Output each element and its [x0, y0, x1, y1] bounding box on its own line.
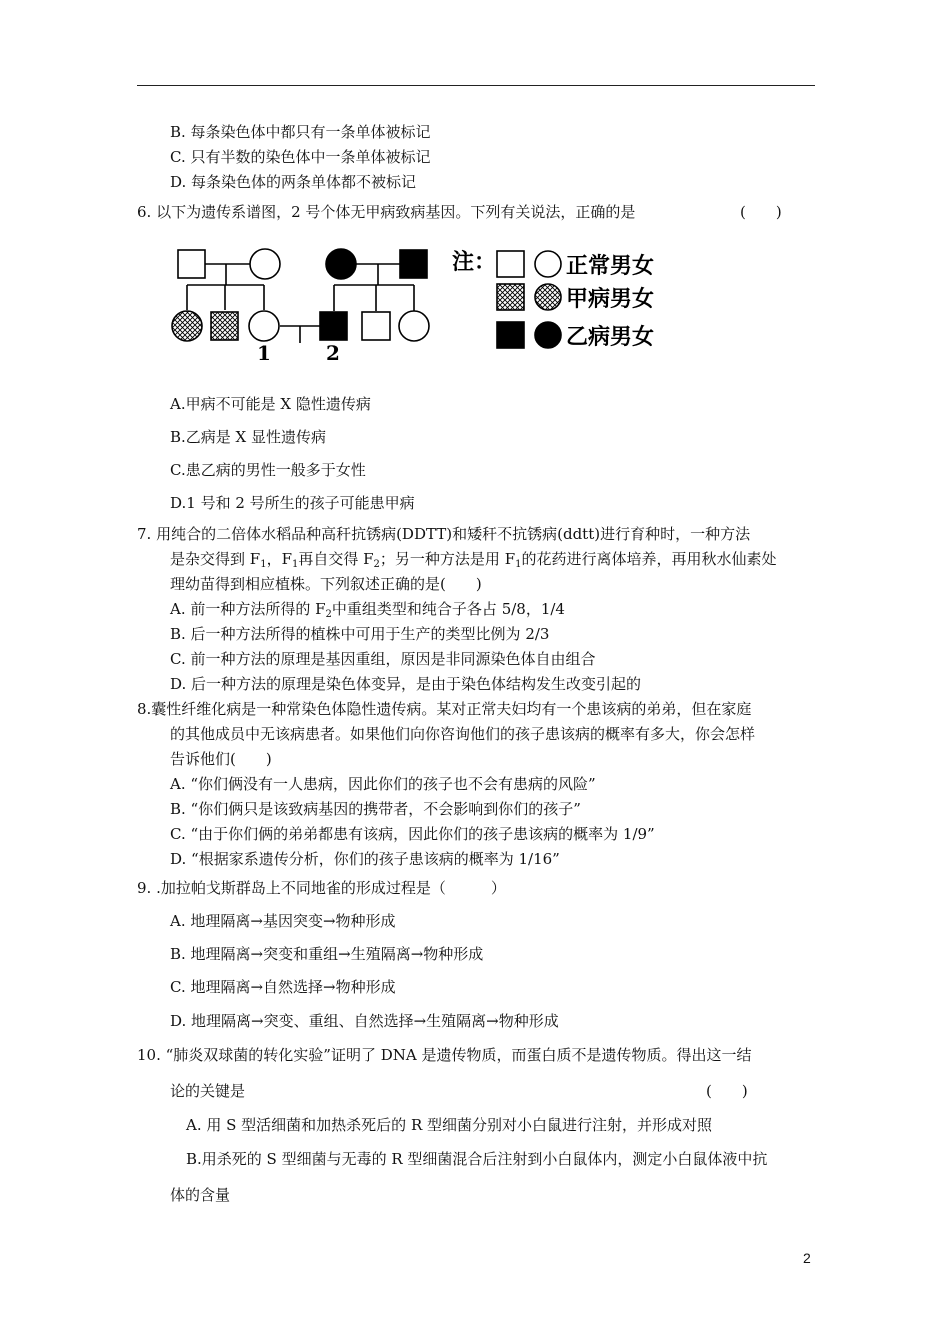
legend-yi-male-symbol [497, 322, 524, 348]
pedigree-normal-female [250, 249, 280, 279]
q10-option-b-line1: B.用杀死的 S 型细菌与无毒的 R 型细菌混合后注射到小白鼠体内，测定小白鼠体液中抗 [186, 1150, 768, 1168]
page-number: 2 [803, 1250, 811, 1266]
q7-stem-line1: 7. 用纯合的二倍体水稻品种高秆抗锈病(DDTT)和矮秆不抗锈病(ddtt)进行育种时，一种方法 [137, 525, 751, 543]
q9-option-a: A. 地理隔离→基因突变→物种形成 [170, 912, 396, 930]
pedigree-diagram [160, 235, 690, 365]
q8-option-b: B. “你们俩只是该致病基因的携带者，不会影响到你们的孩子” [170, 800, 581, 818]
q6-option-b: B.乙病是 X 显性遗传病 [170, 428, 327, 446]
q8-stem-line3: 告诉他们( ) [170, 750, 272, 768]
pedigree-normal-son [362, 312, 390, 340]
q5-option-c: C. 只有半数的染色体中一条单体被标记 [170, 148, 431, 166]
pedigree-yi-female [326, 249, 356, 279]
q5-option-d: D. 每条染色体的两条单体都不被标记 [170, 173, 417, 191]
q6-stem: 6. 以下为遗传系谱图，2 号个体无甲病致病基因。下列有关说法，正确的是 [137, 203, 636, 221]
q10-stem-line1: 10. “肺炎双球菌的转化实验”证明了 DNA 是遗传物质，而蛋白质不是遗传物质。得出这一结 [137, 1046, 752, 1064]
q9-option-d: D. 地理隔离→突变、重组、自然选择→生殖隔离→物种形成 [170, 1012, 559, 1030]
legend-title: 注： [452, 249, 497, 275]
q9-option-b: B. 地理隔离→突变和重组→生殖隔离→物种形成 [170, 945, 484, 963]
q8-option-a: A. “你们俩没有一人患病，因此你们的孩子也不会有患病的风险” [170, 775, 596, 793]
q9-stem: 9. .加拉帕戈斯群岛上不同地雀的形成过程是（ ） [137, 879, 506, 897]
q7-option-c: C. 前一种方法的原理是基因重组，原因是非同源染色体自由组合 [170, 650, 596, 668]
q7-stem-line2: 是杂交得到 $F_1$，$F_1$再自交得 $F_2$；另一种方法是用 $F_1$的花药进行离体培养，再用秋水仙素处 [170, 550, 777, 570]
pedigree-normal-daughter [399, 311, 429, 341]
q8-stem-line2: 的其他成员中无该病患者。如果他们向你咨询他们的孩子患该病的概率有多大，你会怎样 [170, 725, 756, 743]
pedigree-individual-2 [320, 312, 347, 340]
q7-option-b: B. 后一种方法所得的植株中可用于生产的类型比例为 2/3 [170, 625, 550, 643]
legend-jia-female-symbol [535, 284, 561, 310]
q6-answer-paren: ( ) [740, 203, 782, 221]
legend-normal-female-symbol [535, 251, 561, 277]
q9-option-c: C. 地理隔离→自然选择→物种形成 [170, 978, 396, 996]
q5-option-b: B. 每条染色体中都只有一条单体被标记 [170, 123, 431, 141]
pedigree-label-1: 1 [257, 341, 271, 365]
pedigree-normal-male [178, 250, 205, 278]
pedigree-jia-male [211, 312, 238, 340]
q8-option-d: D. “根据家系遗传分析，你们的孩子患该病的概率为 1/16” [170, 850, 560, 868]
q8-stem-line1: 8.囊性纤维化病是一种常染色体隐性遗传病。某对正常夫妇均有一个患该病的弟弟，但在家庭 [137, 700, 752, 718]
legend-normal-male-symbol [497, 251, 524, 277]
pedigree-legend [452, 249, 654, 350]
legend-yi-female-symbol [535, 322, 561, 348]
legend-jia-male-symbol [497, 284, 524, 310]
legend-yi-label: 乙病男女 [566, 324, 655, 350]
q7-stem-line3: 理幼苗得到相应植株。下列叙述正确的是( ) [170, 575, 482, 593]
q6-option-d: D.1 号和 2 号所生的孩子可能患甲病 [170, 494, 415, 512]
q7-option-a: A. 前一种方法所得的 $F_2$中重组类型和纯合子各占 5/8，1/4 [170, 600, 565, 620]
q6-option-c: C.患乙病的男性一般多于女性 [170, 461, 366, 479]
pedigree-jia-female [172, 311, 202, 341]
q6-option-a: A.甲病不可能是 X 隐性遗传病 [170, 395, 371, 413]
pedigree-yi-male [400, 250, 427, 278]
q10-option-a: A. 用 S 型活细菌和加热杀死后的 R 型细菌分别对小白鼠进行注射，并形成对照 [186, 1116, 713, 1134]
pedigree-label-2: 2 [326, 341, 340, 365]
q10-option-b-line2: 体的含量 [170, 1186, 231, 1204]
q10-stem-line2: 论的关键是 [170, 1082, 246, 1100]
legend-jia-label: 甲病男女 [566, 286, 655, 312]
pedigree-individual-1 [249, 311, 279, 341]
q10-answer-paren: ( ) [706, 1082, 748, 1100]
q7-option-d: D. 后一种方法的原理是染色体变异，是由于染色体结构发生改变引起的 [170, 675, 642, 693]
q8-option-c: C. “由于你们俩的弟弟都患有该病，因此你们的孩子患该病的概率为 1/9” [170, 825, 655, 843]
legend-normal-label: 正常男女 [566, 253, 655, 279]
header-rule [137, 85, 815, 86]
